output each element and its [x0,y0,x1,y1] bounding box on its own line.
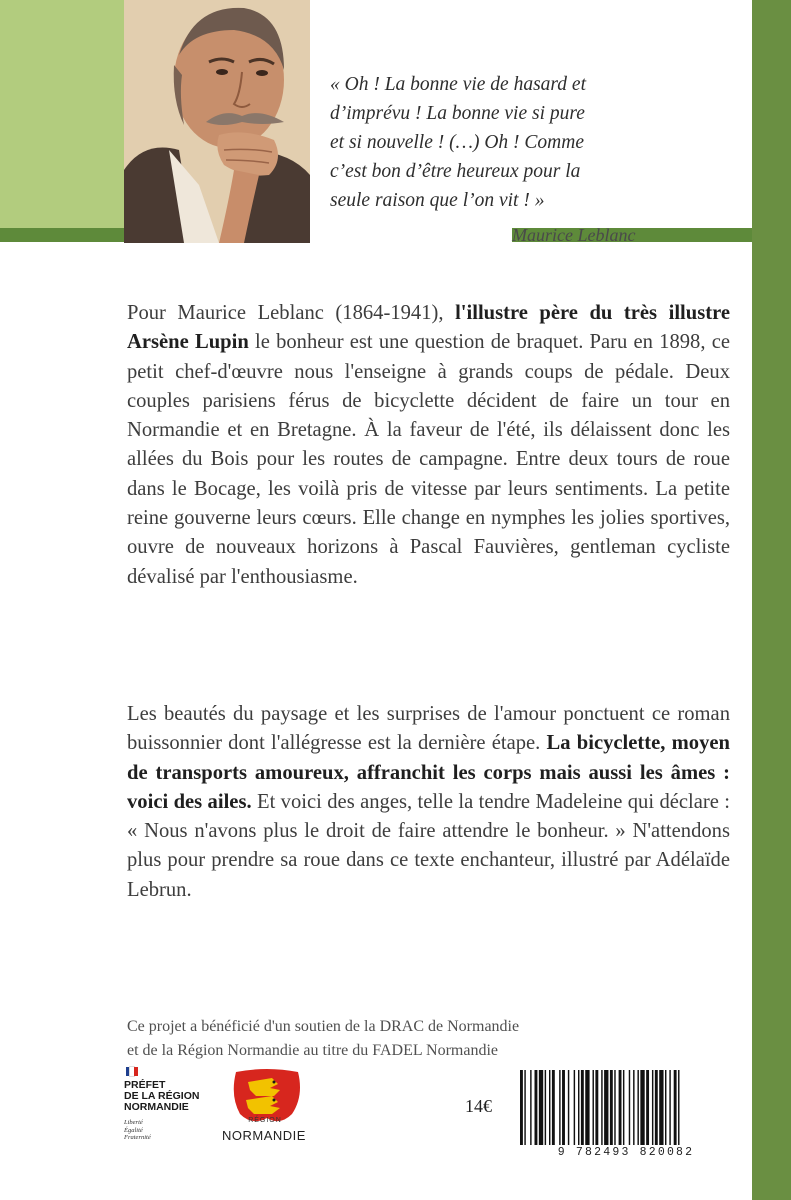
barcode-bar [545,1070,546,1145]
barcode-bar [619,1070,622,1145]
funding-credits [127,1015,519,1063]
paragraph-1-bold: l'illustre père du très illustre Arsène Lupin [127,302,730,354]
paragraph-1-intro: Pour Maurice Leblanc (1864-1941), [127,302,456,324]
barcode-bar [535,1070,538,1145]
barcode-bar [552,1070,555,1145]
barcode-bar [549,1070,550,1145]
author-portrait [124,0,310,243]
quote-line: d’imprévu ! La bonne vie si pure [330,103,585,124]
paragraph-2-intro: Les beautés du paysage et les surprises de l'amour ponctuent ce roman buissonnier dont l'allégresse est la dernière étape. [127,703,730,755]
green-rule-left [0,228,124,242]
price: 14€ [465,1096,492,1116]
barcode-bar [520,1070,523,1145]
credits-line-2: et de la Région Normandie au titre du FADEL Normandie [127,1042,499,1059]
barcode-bar [665,1070,666,1145]
barcode-bar [568,1070,569,1145]
barcode-bar [601,1070,602,1145]
barcode-bar [604,1070,608,1145]
barcode-bar [539,1070,543,1145]
prefet-title: PRÉFET DE LA RÉGION NORMANDIE [124,1079,200,1113]
barcode-bar [524,1070,525,1145]
region-label: RÉGION [248,1117,282,1124]
quote-line: « Oh ! La bonne vie de hasard et [330,74,586,95]
right-green-stripe [752,0,791,1200]
barcode-digits: 9 782493 820082 [557,1146,695,1159]
barcode-bar [669,1070,670,1145]
barcode-bar [530,1070,531,1145]
barcode-bar [678,1070,679,1145]
quote-line: c’est bon d’être heureux pour la [330,161,581,182]
barcode-bar [674,1070,677,1145]
barcode-bar [637,1070,638,1145]
epigraph-quote [330,70,680,215]
barcode-bar [659,1070,663,1145]
quote-line: et si nouvelle ! (…) Oh ! Comme [330,132,584,153]
barcode-bar [559,1070,560,1145]
barcode-bar [581,1070,584,1145]
barcode-bar [646,1070,649,1145]
barcode-bar [614,1070,615,1145]
barcode-bar [595,1070,598,1145]
barcode-bar [593,1070,594,1145]
barcode-bar [610,1070,613,1145]
blurb-paragraph-2 [127,700,730,905]
barcode-bar [585,1070,589,1145]
barcode-bar [633,1070,634,1145]
credits-line-1: Ce projet a bénéficié d'un soutien de la DRAC de Normandie [127,1018,520,1035]
barcode-bar [578,1070,579,1145]
barcode-bar [640,1070,644,1145]
barcode-bar [574,1070,575,1145]
barcode-bar [629,1070,630,1145]
paragraph-1-rest: le bonheur est une question de braquet. Paru en 1898, ce petit chef-d'œuvre nous l'enseigne à grands coups de pédale. Deux couples parisiens férus de bicyclette décident de faire un tour en Normandie et en Bretagne. À la faveur de l'été, ils délaissent donc les allées du Bois pour les routes de campagne. Entre deux tours de roue dans le Bocage, les voilà pris de vitesse par leurs sentiments. La petite reine gouverne leurs cœurs. Elle change en nymphes les jolies sportives, ouvre de nouveaux horizons à Pascal Fauvières, gentleman cycliste dévalisé par l'enthousiasme. [127,331,730,588]
light-green-panel [0,0,124,228]
barcode-bar [562,1070,565,1145]
barcode-bar [623,1070,624,1145]
paragraph-2-bold: La bicyclette, moyen de transports amoureux, affranchit les corps mais aussi les âmes : voici des ailes. [127,732,730,813]
french-flag-icon [126,1067,138,1076]
quote-author: Maurice Leblanc [512,225,636,245]
isbn-barcode [519,1070,733,1145]
republic-motto: Liberté Égalité Fraternité [124,1119,151,1141]
barcode-bar [655,1070,658,1145]
blurb-paragraph-1 [127,299,730,592]
region-name: NORMANDIE [222,1128,306,1143]
quote-line: seule raison que l’on vit ! » [330,190,545,211]
paragraph-2-rest: Et voici des anges, telle la tendre Madeleine qui déclare : « Nous n'avons plus le droit de faire attendre le bonheur. » N'attendons plus pour prendre sa roue dans ce texte enchanteur, illustré par Adélaïde Lebrun. [127,790,730,901]
barcode-bar [652,1070,653,1145]
